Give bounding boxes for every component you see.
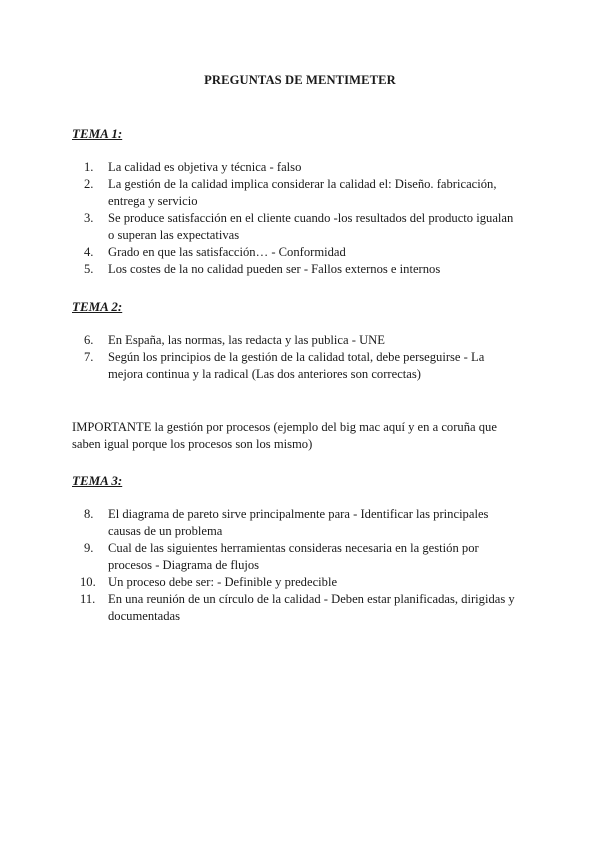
list-item <box>0 540 600 574</box>
list-item <box>0 349 600 383</box>
item-text: El diagrama de pareto sirve principalmente para - Identificar las principales causas de un problema <box>108 507 489 538</box>
item-number: 10. <box>80 575 96 589</box>
list-item <box>0 176 600 210</box>
item-number: 6. <box>84 333 94 347</box>
item-text: Se produce satisfacción en el cliente cuando -los resultados del producto igualan o superan las expectativas <box>108 211 514 242</box>
item-number: 9. <box>84 541 94 555</box>
question-list-tema-1 <box>0 159 600 278</box>
item-number: 1. <box>84 160 94 174</box>
item-text: Cual de las siguientes herramientas consideras necesaria en la gestión por procesos - Diagrama de flujos <box>108 541 479 572</box>
list-item <box>0 506 600 540</box>
section-heading-tema-2: TEMA 2: <box>72 299 123 314</box>
question-list-tema-3 <box>0 506 600 625</box>
item-number: 3. <box>84 211 94 225</box>
list-item <box>0 261 600 278</box>
item-text: Un proceso debe ser: - Definible y predecible <box>108 575 338 589</box>
item-text: En España, las normas, las redacta y las publica - UNE <box>108 333 385 347</box>
item-number: 7. <box>84 350 94 364</box>
question-list-tema-2 <box>0 332 600 383</box>
important-note: IMPORTANTE la gestión por procesos (ejemplo del big mac aquí y en a coruña que saben igual porque los procesos son los mismo) <box>72 420 497 451</box>
list-item <box>0 574 600 591</box>
section-heading-tema-3: TEMA 3: <box>72 473 123 488</box>
list-item <box>0 210 600 244</box>
item-text: Grado en que las satisfacción… - Conformidad <box>108 245 346 259</box>
item-number: 4. <box>84 245 94 259</box>
list-item <box>0 244 600 261</box>
item-text: Según los principios de la gestión de la calidad total, debe perseguirse - La mejora continua y la radical (Las dos anteriores son correctas) <box>108 350 485 381</box>
list-item <box>0 332 600 349</box>
item-number: 2. <box>84 177 94 191</box>
item-text: Los costes de la no calidad pueden ser - Fallos externos e internos <box>108 262 441 276</box>
section-heading-tema-1: TEMA 1: <box>72 126 123 141</box>
list-item <box>0 159 600 176</box>
page-title: PREGUNTAS DE MENTIMETER <box>204 73 396 87</box>
item-number: 8. <box>84 507 94 521</box>
item-text: En una reunión de un círculo de la calidad - Deben estar planificadas, dirigidas y documentadas <box>108 592 515 623</box>
item-text: La calidad es objetiva y técnica - falso <box>108 160 302 174</box>
item-text: La gestión de la calidad implica considerar la calidad el: Diseño. fabricación, entrega y servicio <box>108 177 497 208</box>
list-item <box>0 591 600 625</box>
item-number: 11. <box>80 592 96 606</box>
item-number: 5. <box>84 262 94 276</box>
